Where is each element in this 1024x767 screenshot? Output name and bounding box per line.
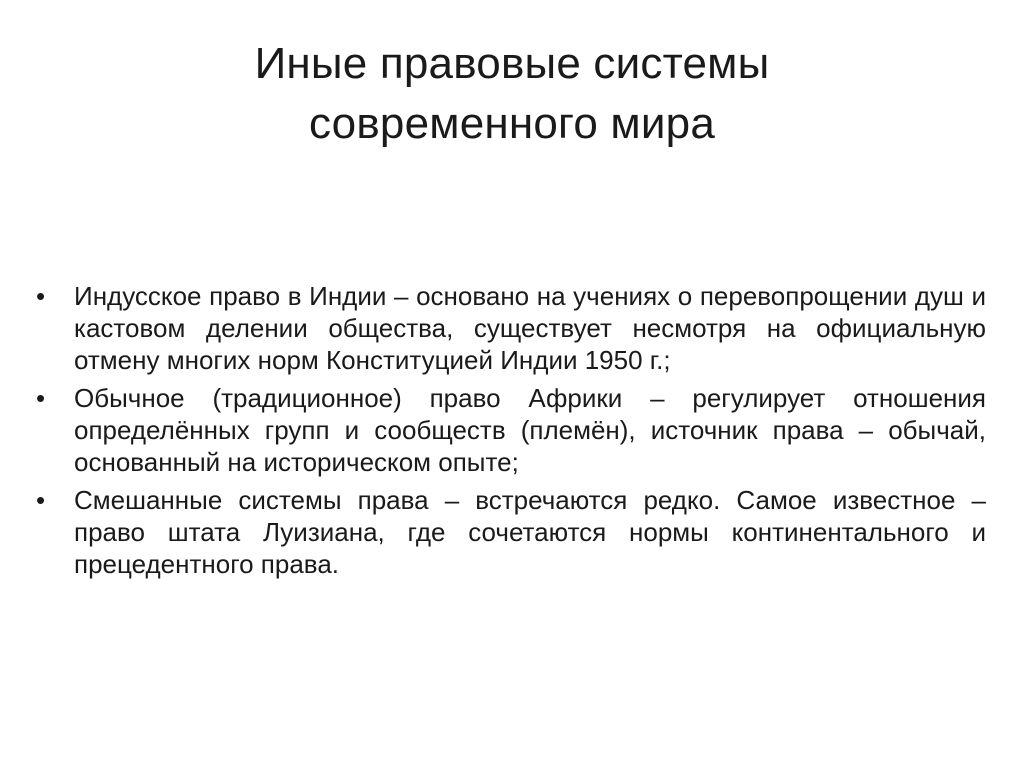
bullet-dot-icon: • <box>36 281 46 311</box>
bullet-list <box>36 280 986 586</box>
bullet-dot-icon: • <box>36 485 46 515</box>
bullet-item-hindu-law <box>36 280 986 376</box>
bullet-item-mixed-systems <box>36 484 986 580</box>
bullet-text-african-law: Обычное (традиционное) право Африки – регулирует отношения определённых групп и сообществ (племён), источник права – обычай, основанный на историческом опыте; <box>74 383 986 477</box>
slide-title-line-2: современного мира <box>308 99 716 148</box>
slide-title <box>120 34 904 154</box>
bullet-text-hindu-law: Индусское право в Индии – основано на учениях о перевопрощении душ и кастовом делении общества, существует несмотря на официальную отмену многих норм Конституцией Индии 1950 г.; <box>74 281 986 375</box>
bullet-text-mixed-systems: Смешанные системы права – встречаются редко. Самое известное – право штата Луизиана, где сочетаются нормы континентального и прецедентного права. <box>74 485 986 579</box>
bullet-item-african-law <box>36 382 986 478</box>
bullet-dot-icon: • <box>36 383 46 413</box>
slide-title-line-1: Иные правовые системы <box>254 39 770 88</box>
